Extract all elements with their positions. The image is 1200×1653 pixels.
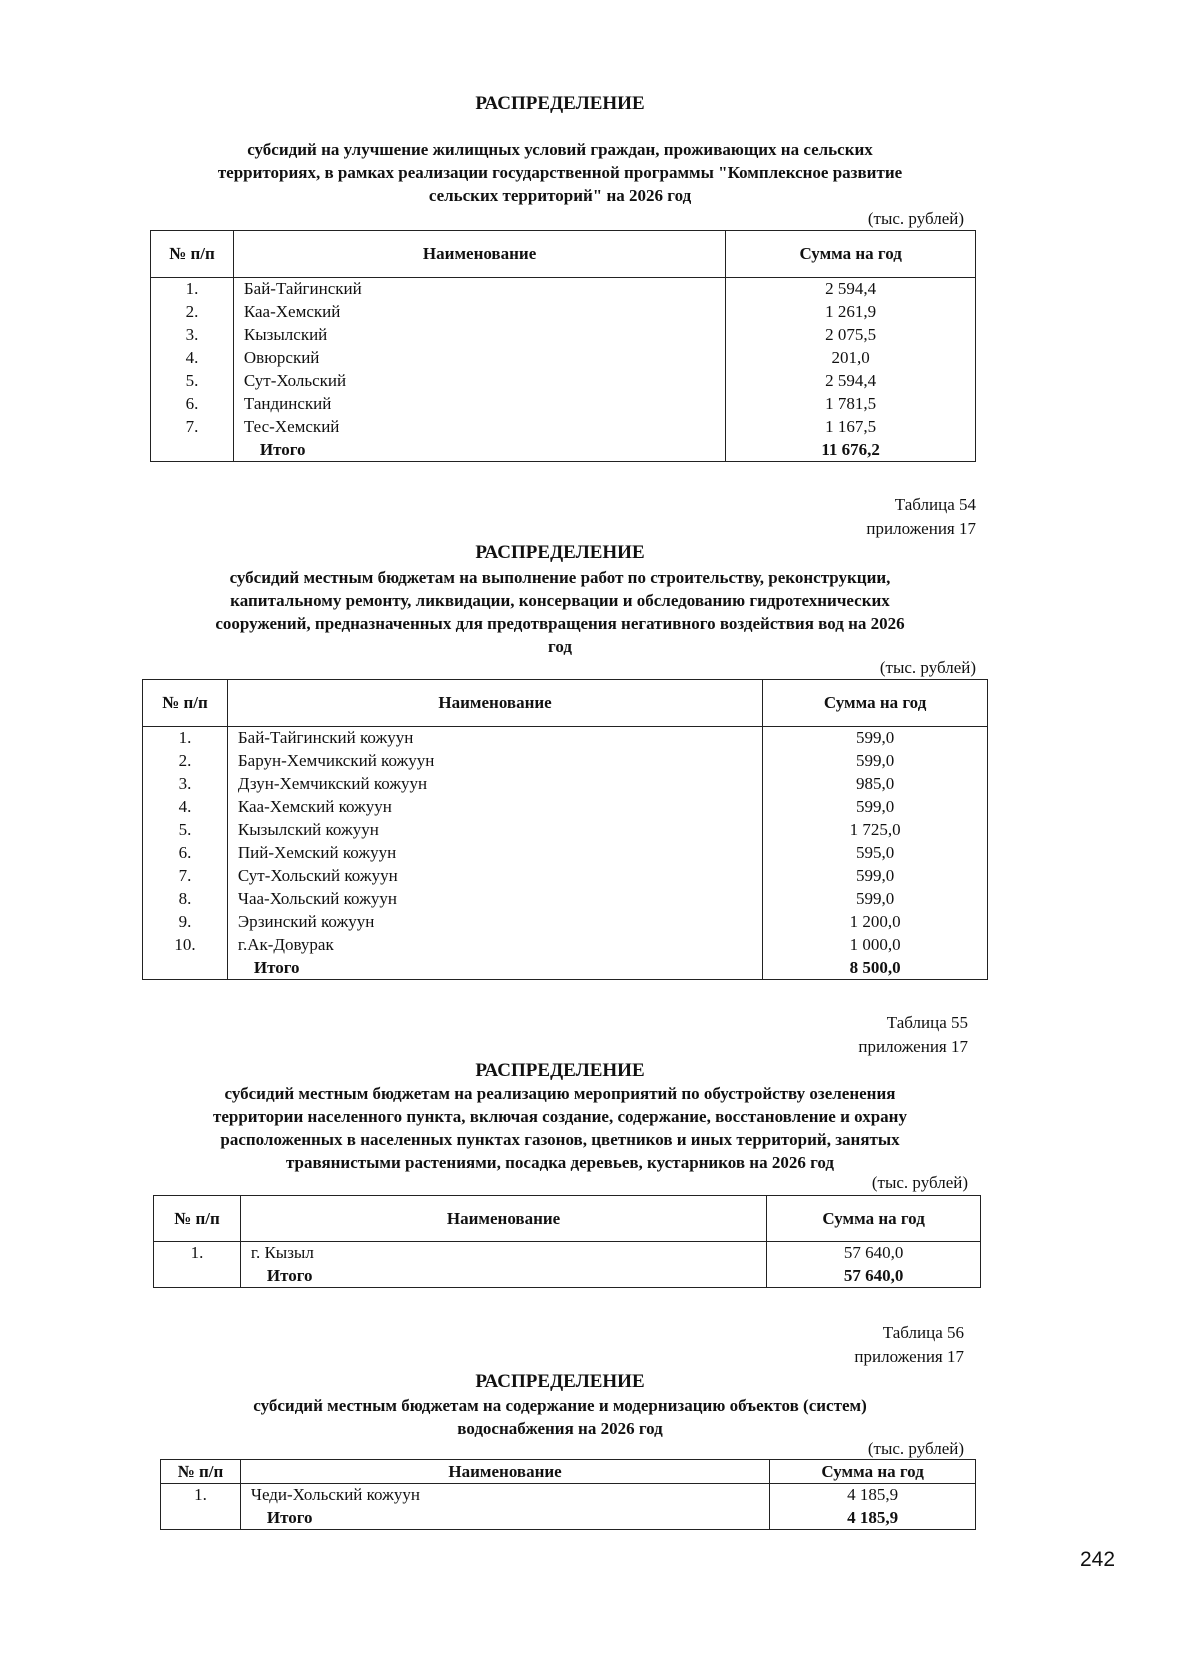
- row-number: 1.: [154, 1242, 241, 1265]
- table-row: [151, 370, 976, 393]
- total-sum: 11 676,2: [726, 439, 976, 462]
- appendix-label: приложения 17: [866, 519, 976, 538]
- total-sum: 57 640,0: [767, 1265, 981, 1288]
- unit-label: (тыс. рублей): [871, 1173, 968, 1192]
- table-row: [143, 842, 988, 865]
- header-sum: Сумма на год: [726, 231, 976, 278]
- header-name: Наименование: [240, 1460, 769, 1484]
- row-name: Кызылский: [233, 324, 725, 347]
- row-sum: 2 594,4: [726, 370, 976, 393]
- section-title: РАСПРЕДЕЛЕНИЕ: [475, 542, 645, 563]
- row-name: Пий-Хемский кожуун: [227, 842, 762, 865]
- row-sum: 1 781,5: [726, 393, 976, 416]
- row-sum: 2 075,5: [726, 324, 976, 347]
- unit-label: (тыс. рублей): [879, 658, 976, 677]
- row-name: Сут-Хольский кожуун: [227, 865, 762, 888]
- table-row: [151, 278, 976, 301]
- row-name: Овюрский: [233, 347, 725, 370]
- unit-label: (тыс. рублей): [867, 1439, 964, 1458]
- row-sum: 1 167,5: [726, 416, 976, 439]
- header-sum: Сумма на год: [770, 1460, 976, 1484]
- row-sum: 599,0: [763, 865, 988, 888]
- subtitle-line: травянистыми растениями, посадка деревьев, кустарников на 2026 год: [285, 1153, 835, 1172]
- table-row: [143, 819, 988, 842]
- row-sum: 595,0: [763, 842, 988, 865]
- row-sum: 2 594,4: [726, 278, 976, 301]
- page-number: 242: [1080, 1548, 1116, 1571]
- row-name: Каа-Хемский кожуун: [227, 796, 762, 819]
- table-row: [151, 347, 976, 370]
- row-number: 5.: [143, 819, 228, 842]
- row-sum: 599,0: [763, 796, 988, 819]
- subtitle-line: год: [548, 637, 572, 656]
- subtitle-line: субсидий местным бюджетам на содержание и модернизацию объектов (систем): [253, 1396, 867, 1415]
- subtitle-line: субсидий местным бюджетам на выполнение работ по строительству, реконструкции,: [229, 568, 891, 587]
- total-label: Итого: [240, 1265, 766, 1288]
- total-row: [151, 439, 976, 462]
- row-name: Тандинский: [233, 393, 725, 416]
- header-number: № п/п: [154, 1196, 241, 1242]
- row-name: Дзун-Хемчикский кожуун: [227, 773, 762, 796]
- header-sum: Сумма на год: [763, 680, 988, 727]
- row-number: 3.: [151, 324, 234, 347]
- subtitle-line: расположенных в населенных пунктах газонов, цветников и иных территорий, занятых: [220, 1130, 900, 1149]
- row-number: 4.: [143, 796, 228, 819]
- header-number: № п/п: [161, 1460, 241, 1484]
- row-number: 1.: [151, 278, 234, 301]
- row-number: 4.: [151, 347, 234, 370]
- section-subtitle: [120, 1082, 1000, 1174]
- subtitle-line: субсидий местным бюджетам на реализацию мероприятий по обустройству озеленения: [224, 1084, 896, 1103]
- table-row: [154, 1242, 981, 1265]
- row-number: 6.: [143, 842, 228, 865]
- appendix-label: приложения 17: [858, 1037, 968, 1056]
- row-name: Чаа-Хольский кожуун: [227, 888, 762, 911]
- row-sum: 599,0: [763, 750, 988, 773]
- row-sum: 985,0: [763, 773, 988, 796]
- header-name: Наименование: [240, 1196, 766, 1242]
- total-row: [161, 1507, 976, 1530]
- header-sum: Сумма на год: [767, 1196, 981, 1242]
- row-number: 10.: [143, 934, 228, 957]
- table-row: [143, 727, 988, 750]
- total-label: Итого: [227, 957, 762, 980]
- row-name: Тес-Хемский: [233, 416, 725, 439]
- row-name: Бай-Тайгинский: [233, 278, 725, 301]
- table-row: [143, 911, 988, 934]
- total-sum: 4 185,9: [770, 1507, 976, 1530]
- total-row: [154, 1265, 981, 1288]
- row-number: 1.: [161, 1484, 241, 1507]
- table-row: [151, 324, 976, 347]
- table-row: [151, 416, 976, 439]
- row-sum: 1 725,0: [763, 819, 988, 842]
- total-label: Итого: [233, 439, 725, 462]
- table-row: [143, 934, 988, 957]
- header-number: № п/п: [151, 231, 234, 278]
- table-label: Таблица 56: [882, 1323, 964, 1342]
- table-row: [151, 301, 976, 324]
- section-subtitle: [120, 138, 1000, 207]
- row-number: 7.: [151, 416, 234, 439]
- table-row: [143, 773, 988, 796]
- total-row: [143, 957, 988, 980]
- total-sum: 8 500,0: [763, 957, 988, 980]
- subtitle-line: водоснабжения на 2026 год: [457, 1419, 663, 1438]
- table-row: [143, 750, 988, 773]
- row-number: 1.: [143, 727, 228, 750]
- row-sum: 1 261,9: [726, 301, 976, 324]
- section-subtitle: [120, 1394, 1000, 1440]
- subtitle-line: сооружений, предназначенных для предотвращения негативного воздействия вод на 2026: [215, 614, 905, 633]
- total-label: Итого: [240, 1507, 769, 1530]
- distribution-table-4: [160, 1459, 976, 1530]
- header-name: Наименование: [233, 231, 725, 278]
- subtitle-line: территории населенного пункта, включая создание, содержание, восстановление и охрану: [213, 1107, 907, 1126]
- table-label: Таблица 55: [886, 1013, 968, 1032]
- row-name: Кызылский кожуун: [227, 819, 762, 842]
- table-label: Таблица 54: [894, 495, 976, 514]
- subtitle-line: сельских территорий" на 2026 год: [428, 186, 692, 205]
- section-title: РАСПРЕДЕЛЕНИЕ: [475, 1371, 645, 1392]
- row-name: Эрзинский кожуун: [227, 911, 762, 934]
- subtitle-line: субсидий на улучшение жилищных условий граждан, проживающих на сельских: [247, 140, 873, 159]
- table-row: [143, 796, 988, 819]
- row-sum: 1 200,0: [763, 911, 988, 934]
- row-name: Барун-Хемчикский кожуун: [227, 750, 762, 773]
- row-name: Бай-Тайгинский кожуун: [227, 727, 762, 750]
- row-number: 9.: [143, 911, 228, 934]
- table-row: [161, 1484, 976, 1507]
- section-subtitle: [120, 566, 1000, 658]
- distribution-table-3: [153, 1195, 981, 1288]
- row-sum: 599,0: [763, 727, 988, 750]
- section-title: РАСПРЕДЕЛЕНИЕ: [475, 1060, 645, 1081]
- subtitle-line: капитальному ремонту, ликвидации, консервации и обследованию гидротехнических: [230, 591, 890, 610]
- row-name: Сут-Хольский: [233, 370, 725, 393]
- subtitle-line: территориях, в рамках реализации государственной программы "Комплексное развитие: [217, 163, 903, 182]
- row-name: г. Кызыл: [240, 1242, 766, 1265]
- row-sum: 599,0: [763, 888, 988, 911]
- table-row: [143, 888, 988, 911]
- row-name: Каа-Хемский: [233, 301, 725, 324]
- row-number: 7.: [143, 865, 228, 888]
- row-number: 3.: [143, 773, 228, 796]
- distribution-table-2: [142, 679, 988, 980]
- row-sum: 57 640,0: [767, 1242, 981, 1265]
- header-name: Наименование: [227, 680, 762, 727]
- table-row: [143, 865, 988, 888]
- distribution-table-1: [150, 230, 976, 462]
- row-sum: 1 000,0: [763, 934, 988, 957]
- row-sum: 201,0: [726, 347, 976, 370]
- appendix-label: приложения 17: [854, 1347, 964, 1366]
- section-title: РАСПРЕДЕЛЕНИЕ: [475, 93, 645, 114]
- row-number: 8.: [143, 888, 228, 911]
- row-number: 2.: [143, 750, 228, 773]
- table-row: [151, 393, 976, 416]
- row-name: Чеди-Хольский кожуун: [240, 1484, 769, 1507]
- row-number: 2.: [151, 301, 234, 324]
- row-sum: 4 185,9: [770, 1484, 976, 1507]
- row-name: г.Ак-Довурак: [227, 934, 762, 957]
- row-number: 6.: [151, 393, 234, 416]
- row-number: 5.: [151, 370, 234, 393]
- unit-label: (тыс. рублей): [867, 209, 964, 228]
- header-number: № п/п: [143, 680, 228, 727]
